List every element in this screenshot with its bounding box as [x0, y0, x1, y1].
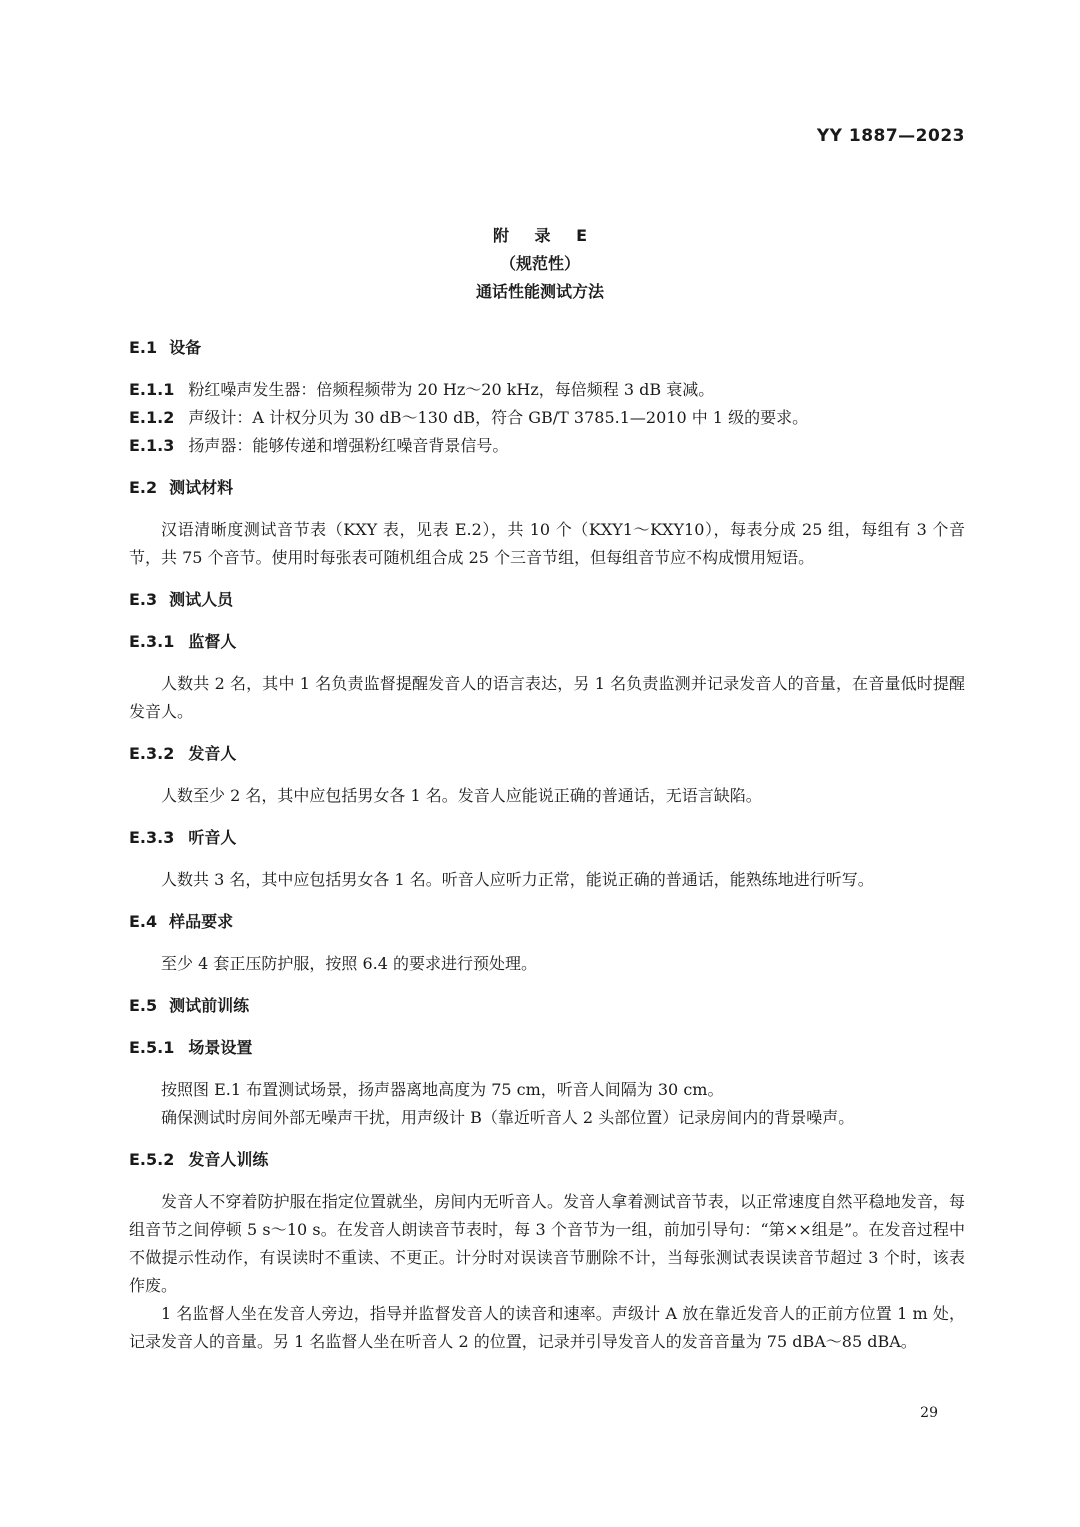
section-number: E.2: [129, 478, 158, 497]
subsection-number: E.5.2: [129, 1150, 175, 1169]
subsection-heading-e3-2: [129, 740, 965, 768]
clause-e1-2: [129, 404, 965, 432]
clause-number: E.1.2: [129, 408, 175, 427]
paragraph-e2: 汉语清晰度测试音节表（KXY 表，见表 E.2），共 10 个（KXY1～KXY10），每表分成 25 组，每组有 3 个音节，共 75 个音节。使用时每张表可随机组合成 25 个三音节组，但每组音节应不构成惯用短语。: [129, 520, 965, 567]
section-number: E.5: [129, 996, 158, 1015]
subsection-title: 监督人: [188, 632, 237, 651]
section-number: E.3: [129, 590, 158, 609]
section-title: 设备: [169, 338, 202, 357]
appendix-name: 通话性能测试方法: [475, 282, 604, 301]
body-text: [129, 334, 965, 1356]
section-heading-e2: [129, 474, 965, 502]
paragraph-e5-1-a: 按照图 E.1 布置测试场景，扬声器离地高度为 75 cm，听音人间隔为 30 cm。: [161, 1080, 724, 1099]
appendix-title-block: [0, 222, 1080, 306]
appendix-title: 附 录 E: [492, 226, 598, 245]
clause-e1-3: [129, 432, 965, 460]
subsection-heading-e5-1: [129, 1034, 965, 1062]
subsection-heading-e3-1: [129, 628, 965, 656]
section-title: 测试材料: [169, 478, 234, 497]
subsection-heading-e3-3: [129, 824, 965, 852]
section-heading-e3: [129, 586, 965, 614]
paragraph-e5-2-b: 1 名监督人坐在发音人旁边，指导并监督发音人的读音和速率。声级计 A 放在靠近发音人的正前方位置 1 m 处，记录发音人的音量。另 1 名监督人坐在听音人 2 的位置，记录并引导发音人的发音音量为 75 dBA～85 dBA。: [129, 1304, 965, 1351]
subsection-title: 发音人训练: [188, 1150, 269, 1169]
clause-text: 声级计：A 计权分贝为 30 dB～130 dB，符合 GB/T 3785.1—2010 中 1 级的要求。: [188, 408, 809, 427]
section-heading-e4: [129, 908, 965, 936]
clause-text: 扬声器：能够传递和增强粉红噪音背景信号。: [188, 436, 509, 455]
clause-number: E.1.1: [129, 380, 175, 399]
section-title: 测试前训练: [169, 996, 250, 1015]
subsection-heading-e5-2: [129, 1146, 965, 1174]
paragraph-e4: 至少 4 套正压防护服，按照 6.4 的要求进行预处理。: [161, 954, 537, 973]
page-number: 29: [920, 1405, 938, 1421]
section-number: E.1: [129, 338, 158, 357]
subsection-number: E.5.1: [129, 1038, 175, 1057]
subsection-title: 发音人: [188, 744, 237, 763]
paragraph-e5-2-a: 发音人不穿着防护服在指定位置就坐，房间内无听音人。发音人拿着测试音节表，以正常速度自然平稳地发音，每组音节之间停顿 5 s～10 s。在发音人朗读音节表时，每 3 个音节为一组，前加引导句：“第××组是”。在发音过程中不做提示性动作，有误读时不重读、不更正。计分时对误读音节删除不计，当每张测试表误读音节超过 3 个时，该表作废。: [129, 1192, 965, 1295]
clause-e1-1: [129, 376, 965, 404]
subsection-number: E.3.2: [129, 744, 175, 763]
section-number: E.4: [129, 912, 158, 931]
appendix-nature: （规范性）: [499, 254, 580, 273]
section-heading-e5: [129, 992, 965, 1020]
section-heading-e1: [129, 334, 965, 362]
subsection-number: E.3.3: [129, 828, 175, 847]
paragraph-e3-1: 人数共 2 名，其中 1 名负责监督提醒发音人的语言表达，另 1 名负责监测并记录发音人的音量，在音量低时提醒发音人。: [129, 674, 965, 721]
subsection-title: 听音人: [188, 828, 237, 847]
paragraph-e3-3: 人数共 3 名，其中应包括男女各 1 名。听音人应听力正常，能说正确的普通话，能熟练地进行听写。: [161, 870, 874, 889]
clause-number: E.1.3: [129, 436, 175, 455]
subsection-number: E.3.1: [129, 632, 175, 651]
subsection-title: 场景设置: [188, 1038, 253, 1057]
section-title: 样品要求: [169, 912, 234, 931]
clause-text: 粉红噪声发生器：倍频程频带为 20 Hz～20 kHz，每倍频程 3 dB 衰减。: [188, 380, 715, 399]
section-title: 测试人员: [169, 590, 234, 609]
paragraph-e3-2: 人数至少 2 名，其中应包括男女各 1 名。发音人应能说正确的普通话，无语言缺陷。: [161, 786, 762, 805]
paragraph-e5-1-b: 确保测试时房间外部无噪声干扰，用声级计 B（靠近听音人 2 头部位置）记录房间内的背景噪声。: [161, 1108, 855, 1127]
standard-code: YY 1887—2023: [816, 126, 965, 146]
